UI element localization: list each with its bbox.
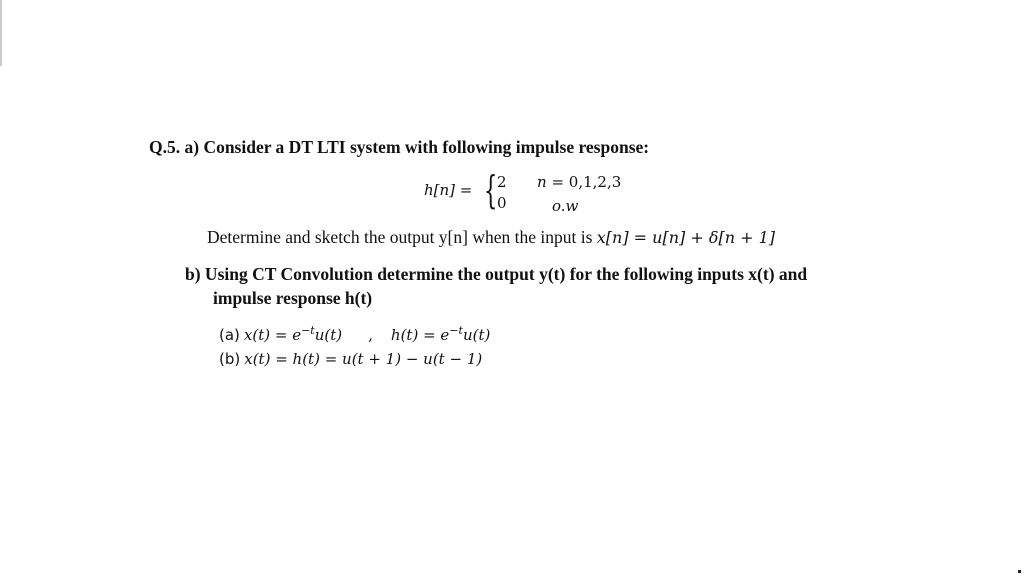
determine-text: Determine and sketch the output y[n] when the input is (207, 227, 593, 247)
left-edge-mark (0, 0, 2, 66)
case1-condition: n = 0,1,2,3 (537, 173, 622, 191)
sub-b-expr: x(t) = h(t) = u(t + 1) − u(t − 1) (244, 350, 483, 368)
sub-question-a (219, 324, 490, 345)
sub-b-label: (b) (219, 350, 241, 368)
case2-value: 0 (497, 194, 507, 212)
sub-question-b (219, 350, 482, 369)
sub-a-x: $x(t) = e^{-t}u(t)$ (243, 324, 343, 344)
sub-a-label: (a) (219, 326, 240, 344)
case2-condition: o.w (552, 197, 579, 215)
case1-value: 2 (497, 173, 507, 191)
sub-a-separator: , (368, 326, 373, 344)
right-edge-mark (1018, 570, 1021, 573)
sub-a-h: $h(t) = e^{-t}u(t)$ (390, 324, 491, 344)
determine-line (207, 227, 775, 248)
impulse-response-lhs: h[n] = (424, 181, 473, 199)
part-b-line1: b) Using CT Convolution determine the output y(t) for the following inputs x(t) and (185, 264, 808, 284)
piecewise-brace: { (484, 168, 498, 212)
determine-math: x[n] = u[n] + δ[n + 1] (596, 228, 776, 247)
part-b-line2: impulse response h(t) (213, 288, 373, 308)
question-title: Q.5. a) Consider a DT LTI system with following impulse response: (149, 137, 650, 157)
